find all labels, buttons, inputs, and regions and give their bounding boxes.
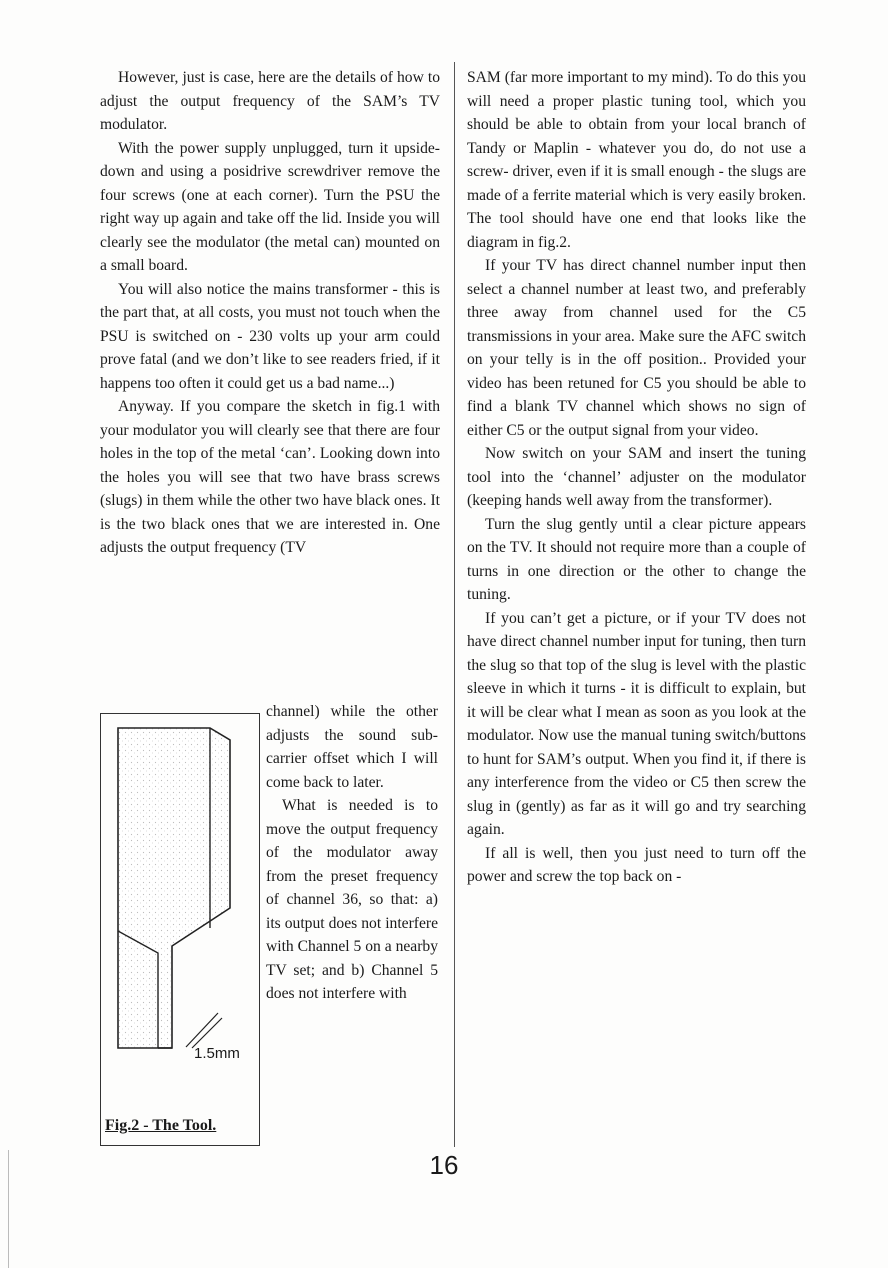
scan-edge-mark [8, 1150, 9, 1268]
wrapped-text-column [266, 700, 438, 1006]
paragraph: SAM (far more important to my mind). To do this you will need a proper plastic tuning tool, which you should be able to obtain from your local branch of Tandy or Maplin - whatever you do, do not use a screw- driver, even if it is small enough - the slugs are made of a ferrite material which is very easily broken. The tool should have one end that looks like the diagram in fig.2. [467, 69, 806, 251]
paragraph: Turn the slug gently until a clear picture appears on the TV. It should not require more than a couple of turns in one direction or the other to change the tuning. [467, 515, 806, 603]
paragraph: Anyway. If you compare the sketch in fig.1 with your modulator you will clearly see that there are four holes in the top of the metal ‘can’. Looking down into the holes you will see that two have brass screws (slugs) in them while the other two have black ones. It is the two black ones that we are interested in. One adjusts the output frequency (TV [100, 398, 440, 556]
page-number: 16 [429, 1150, 459, 1180]
paragraph: Now switch on your SAM and insert the tuning tool into the ‘channel’ adjuster on the modulator (keeping hands well away from the transformer). [467, 445, 806, 509]
tuning-tool-illustration [100, 713, 260, 1146]
paragraph: With the power supply unplugged, turn it upside-down and using a posidrive screwdriver remove the four screws (one at each corner). Turn the PSU the right way up again and take off the lid. Inside you will clearly see the modulator (the metal can) mounted on a small board. [100, 139, 440, 274]
paragraph: However, just is case, here are the details of how to adjust the output frequency of the SAM’s TV modulator. [100, 69, 440, 133]
column-divider [454, 62, 455, 1147]
dimension-label: 1.5mm [194, 1045, 240, 1062]
left-column [100, 66, 440, 560]
figure-caption: Fig.2 - The Tool. [105, 1117, 217, 1134]
paragraph: You will also notice the mains transformer - this is the part that, at all costs, you must not touch when the PSU is switched on - 230 volts up your arm could prove fatal (and we don’t like to see readers fried, if it happens too often it could get us a bad name...) [100, 280, 440, 392]
paragraph: What is needed is to move the output frequency of the modulator away from the preset frequency of channel 36, so that: a) its output does not interfere with Channel 5 on a nearby TV set; and b) Channel 5 does not interfere with [266, 797, 438, 1002]
paragraph: If all is well, then you just need to turn off the power and screw the top back on - [467, 844, 806, 885]
paragraph: If your TV has direct channel number input then select a channel number at least two, and preferably three away from channel used for the C5 transmissions in your area. Make sure the AFC switch on your telly is in the off position.. Provided your video has been retuned for C5 you should be able to find a blank TV channel which shows no sign of either C5 or the output signal from your video. [467, 257, 806, 439]
tool-blade [118, 728, 230, 1048]
paragraph: channel) while the other adjusts the sound sub-carrier offset which I will come back to later. [266, 703, 438, 791]
right-column [467, 66, 806, 889]
dimension-pointer [186, 1013, 222, 1048]
paragraph: If you can’t get a picture, or if your TV does not have direct channel number input for tuning, then turn the slug so that top of the slug is level with the plastic sleeve in which it turns - it is difficult to explain, but it will be clear what I mean as soon as you look at the modulator. Now use the manual tuning switch/buttons to hunt for SAM’s output. When you find it, if there is any interference from the video or C5 then screw the slug in (gently) as far as it will go and try searching again. [467, 609, 806, 838]
